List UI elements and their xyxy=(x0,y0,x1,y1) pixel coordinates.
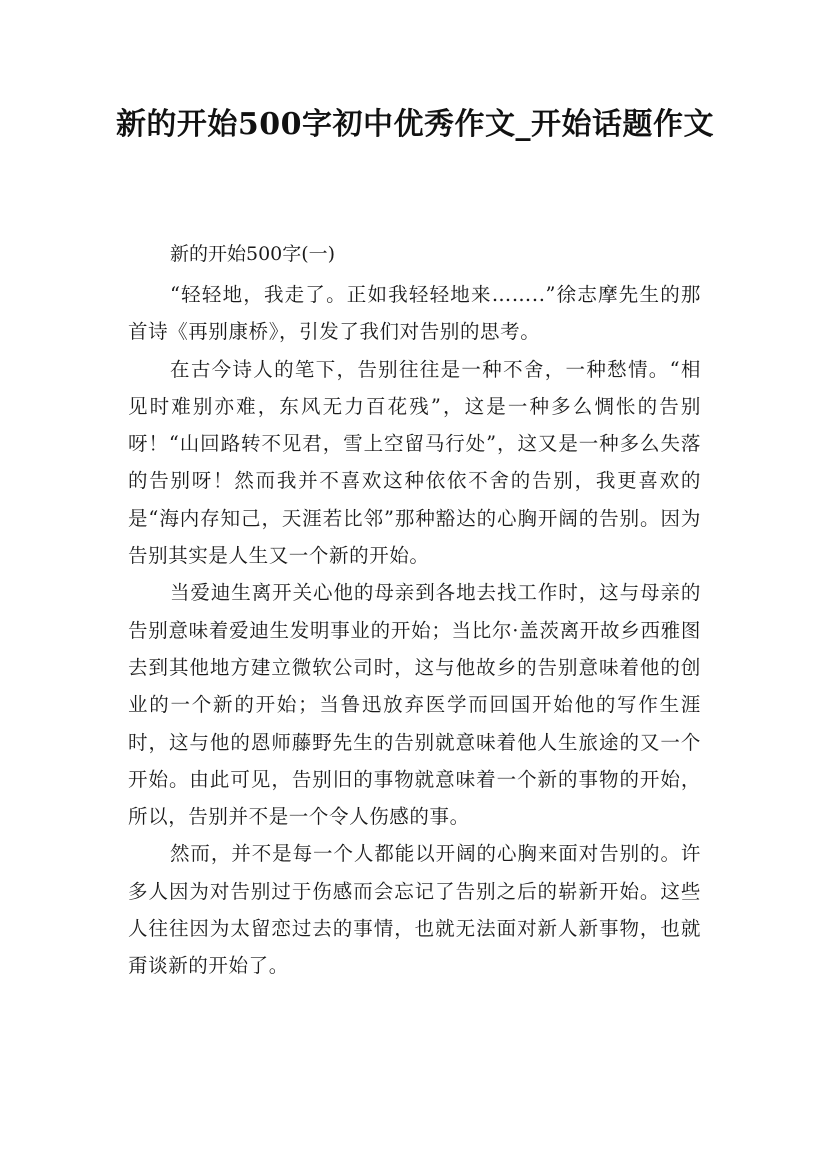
section-heading: 新的开始500字(一) xyxy=(170,243,336,265)
paragraph-4: 然而，并不是每一个人都能以开阔的心胸来面对告别的。许多人因为对告别过于伤感而会忘记了告别之后的崭新开始。这些人往往因为太留恋过去的事情，也就无法面对新人新事物，也就甭谈新的开始了。 xyxy=(128,842,701,978)
paragraph-2: 在古今诗人的笔下，告别往往是一种不舍，一种愁情。“相见时难别亦难，东风无力百花残”，这是一种多么惆怅的告别呀！“山回路转不见君，雪上空留马行处”，这又是一种多么失落的告别呀！然而我并不喜欢这种依依不舍的告别，我更喜欢的是“海内存知己，天涯若比邻”那种豁达的心胸开阔的告别。因为告别其实是人生又一个新的开始。 xyxy=(128,357,701,568)
document-body xyxy=(128,232,701,985)
paragraph-1: “轻轻地，我走了。正如我轻轻地来……..”徐志摩先生的那首诗《再别康桥》，引发了我们对告别的思考。 xyxy=(128,283,701,344)
paragraph-3: 当爱迪生离开关心他的母亲到各地去找工作时，这与母亲的告别意味着爱迪生发明事业的开始；当比尔·盖茨离开故乡西雅图去到其他地方建立微软公司时，这与他故乡的告别意味着他的创业的一个新的开始；当鲁迅放弃医学而回国开始他的写作生涯时，这与他的恩师藤野先生的告别就意味着他人生旅途的又一个开始。由此可见，告别旧的事物就意味着一个新的事物的开始，所以，告别并不是一个令人伤感的事。 xyxy=(128,581,701,829)
document-title: 新的开始500字初中优秀作文_开始话题作文 xyxy=(115,107,715,142)
